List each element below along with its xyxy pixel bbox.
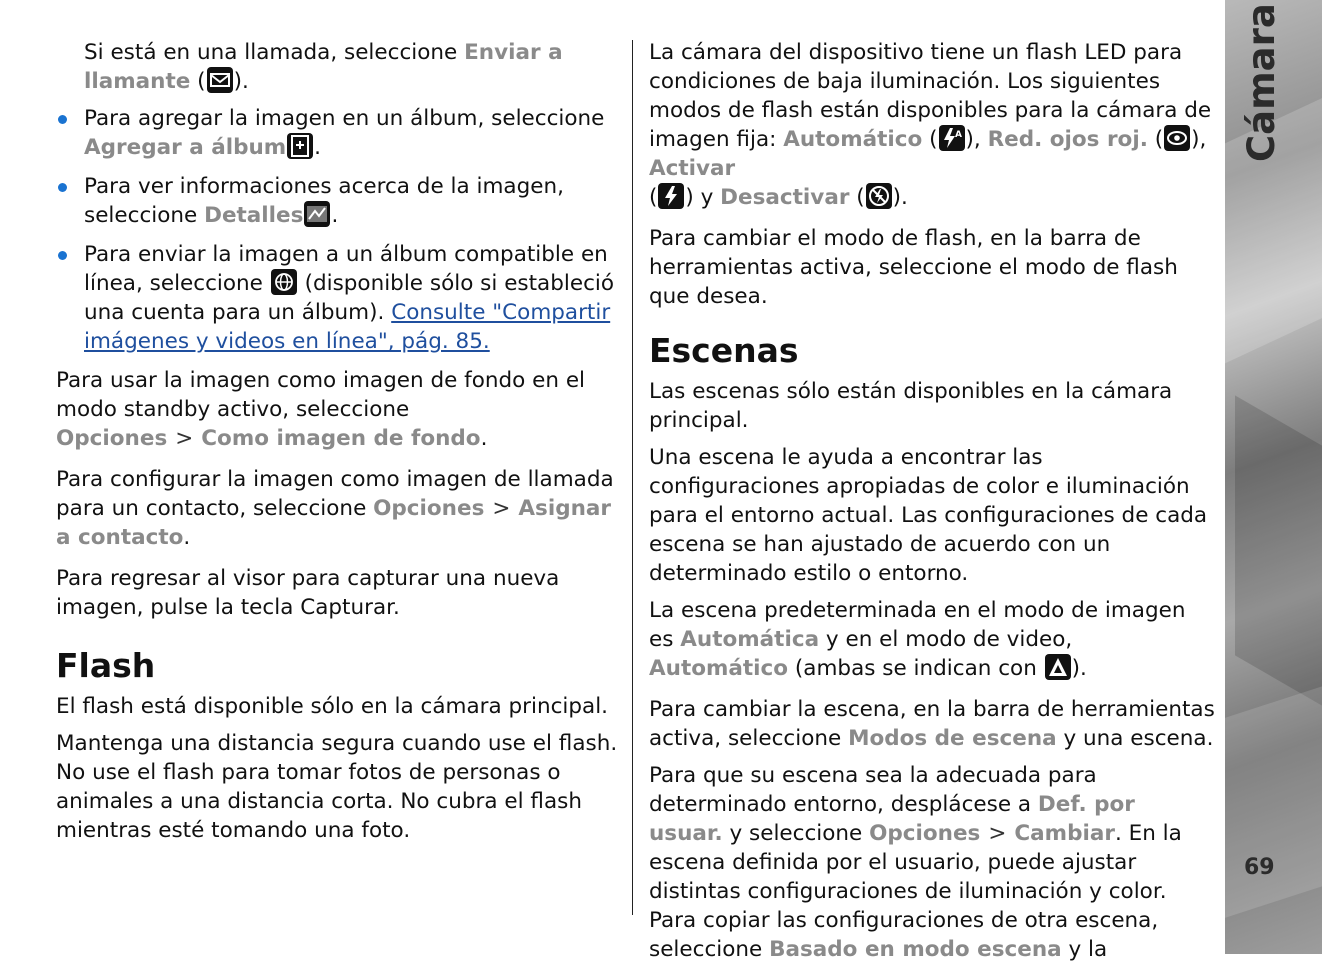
send-to-caller-command: Enviar a llamante (84, 40, 563, 94)
text: ( (190, 69, 206, 94)
change-flash-paragraph: Para cambiar el modo de flash, en la barra de herramientas activa, seleccione el modo de flash que desea. (649, 226, 1178, 309)
options-list (56, 104, 622, 356)
list-item (56, 104, 622, 162)
scene-modes-command: Modos de escena (848, 726, 1057, 751)
text: Para cambiar la escena, en la barra de herramientas activa, seleccione (649, 697, 1215, 751)
text: (ambas se indican con (788, 656, 1044, 681)
text: . (183, 525, 191, 550)
flash-auto-command: Automático (783, 127, 923, 152)
right-column (649, 38, 1215, 972)
list-item (56, 172, 622, 230)
envelope-icon (207, 67, 233, 93)
text: ). (892, 185, 908, 210)
options-command: Opciones (869, 821, 981, 846)
text: Para ver informaciones acerca de la imagen, seleccione (84, 174, 564, 228)
return-viewfinder-paragraph: Para regresar al visor para capturar una nueva imagen, pulse la tecla Capturar. (56, 566, 560, 620)
decorative-facet (1225, 679, 1322, 921)
flash-off-command: Desactivar (720, 185, 850, 210)
details-icon (304, 201, 330, 227)
set-wallpaper-command: Como imagen de fondo (201, 426, 481, 451)
text: Para configurar la imagen como imagen de llamada para un contacto, seleccione (56, 467, 614, 521)
text: Si está en una llamada, seleccione (84, 40, 465, 65)
call-image-paragraph (56, 465, 622, 552)
user-defined-command: Def. por usuar. (649, 792, 1135, 846)
scenes-paragraph-1: Las escenas sólo están disponibles en la cámara principal. (649, 379, 1173, 433)
assign-contact-command: Asignar a contacto (56, 496, 612, 550)
red-eye-command: Red. ojos roj. (987, 127, 1148, 152)
page-number: 69 (1244, 855, 1275, 880)
scenes-paragraph-4 (649, 695, 1215, 753)
share-online-link[interactable]: Consulte "Compartir imágenes y videos en línea", pág. 85. (84, 300, 611, 354)
scenes-heading: Escenas (649, 331, 799, 370)
auto-scene-command: Automática (680, 627, 820, 652)
text: y una escena. (1056, 726, 1214, 751)
bullet-icon (58, 115, 67, 124)
flash-auto-icon (939, 125, 965, 151)
text: y la (1061, 937, 1108, 962)
text: Para usar la imagen como imagen de fondo en el modo standby activo, seleccione (56, 368, 586, 422)
text: y en el modo de video, (819, 627, 1073, 652)
text: Para que su escena sea la adecuada para determinado entorno, desplácese a (649, 763, 1097, 817)
options-command: Opciones (373, 496, 485, 521)
red-eye-icon (1164, 125, 1190, 151)
change-command: Cambiar (1014, 821, 1115, 846)
text: . (480, 426, 488, 451)
globe-upload-icon (271, 269, 297, 295)
flash-on-command: Activar (649, 156, 736, 181)
text: ( (849, 185, 865, 210)
svg-text:A: A (954, 130, 962, 140)
decorative-facet (1235, 395, 1322, 724)
text: . (314, 135, 322, 160)
text: . En la escena definida por el usuario, puede ajustar distintas configuraciones de iluminación y color. Para copiar las configuraciones de otra escena, seleccione (649, 821, 1182, 962)
menu-separator: > (175, 426, 194, 451)
text: Para agregar la imagen en un álbum, seleccione (84, 106, 605, 131)
scenes-paragraph-3 (649, 596, 1215, 683)
text: . (331, 203, 339, 228)
text: La escena predeterminada en el modo de imagen es (649, 598, 1186, 652)
list-item (56, 240, 622, 356)
text: La cámara del dispositivo tiene un flash LED para condiciones de baja iluminación. Los siguientes modos de flash están disponibles para la cámara de imagen fija: (649, 40, 1212, 152)
scenes-paragraph-2: Una escena le ayuda a encontrar las configuraciones apropiadas de color e iluminación para el entorno actual. Las configuraciones de cada escena se han ajustado de acuerdo con un determinado estilo o entorno. (649, 445, 1208, 586)
wallpaper-paragraph (56, 366, 622, 453)
flash-paragraph-2: Mantenga una distancia segura cuando use el flash. No use el flash para tomar fotos de personas o animales a una distancia corta. No cubra el flash mientras esté tomando una foto. (56, 731, 618, 843)
details-command: Detalles (204, 203, 304, 228)
send-to-caller-paragraph (56, 38, 622, 96)
text: Para enviar la imagen a un álbum compatible en línea, seleccione (84, 242, 608, 296)
text: y seleccione (722, 821, 870, 846)
scenes-paragraph-5 (649, 761, 1215, 964)
text: ( (1147, 127, 1164, 152)
text: ). (1071, 656, 1087, 681)
menu-separator: > (492, 496, 511, 521)
add-to-album-icon (287, 133, 313, 159)
options-command: Opciones (56, 426, 168, 451)
bullet-icon (58, 183, 67, 192)
add-to-album-command: Agregar a álbum (84, 135, 287, 160)
flash-off-icon (866, 183, 892, 209)
column-divider (632, 40, 633, 915)
auto-scene-icon (1045, 654, 1071, 680)
chapter-title (1240, 122, 1250, 162)
left-column (56, 38, 622, 853)
text: ( (922, 127, 938, 152)
based-on-scene-command: Basado en modo escena (769, 937, 1062, 962)
flash-on-icon (658, 183, 684, 209)
flash-paragraph-1: El flash está disponible sólo en la cámara principal. (56, 694, 609, 719)
text: ), (965, 127, 988, 152)
menu-separator: > (988, 821, 1007, 846)
bullet-icon (58, 251, 67, 260)
flash-modes-paragraph (649, 38, 1215, 212)
text: ( (649, 185, 658, 210)
text: (disponible sólo si estableció una cuenta para un álbum). (84, 271, 615, 325)
text: ), (1191, 127, 1207, 152)
flash-heading: Flash (56, 646, 156, 685)
text: ). (233, 69, 249, 94)
auto-video-scene-command: Automático (649, 656, 789, 681)
text: ) y (685, 185, 721, 210)
